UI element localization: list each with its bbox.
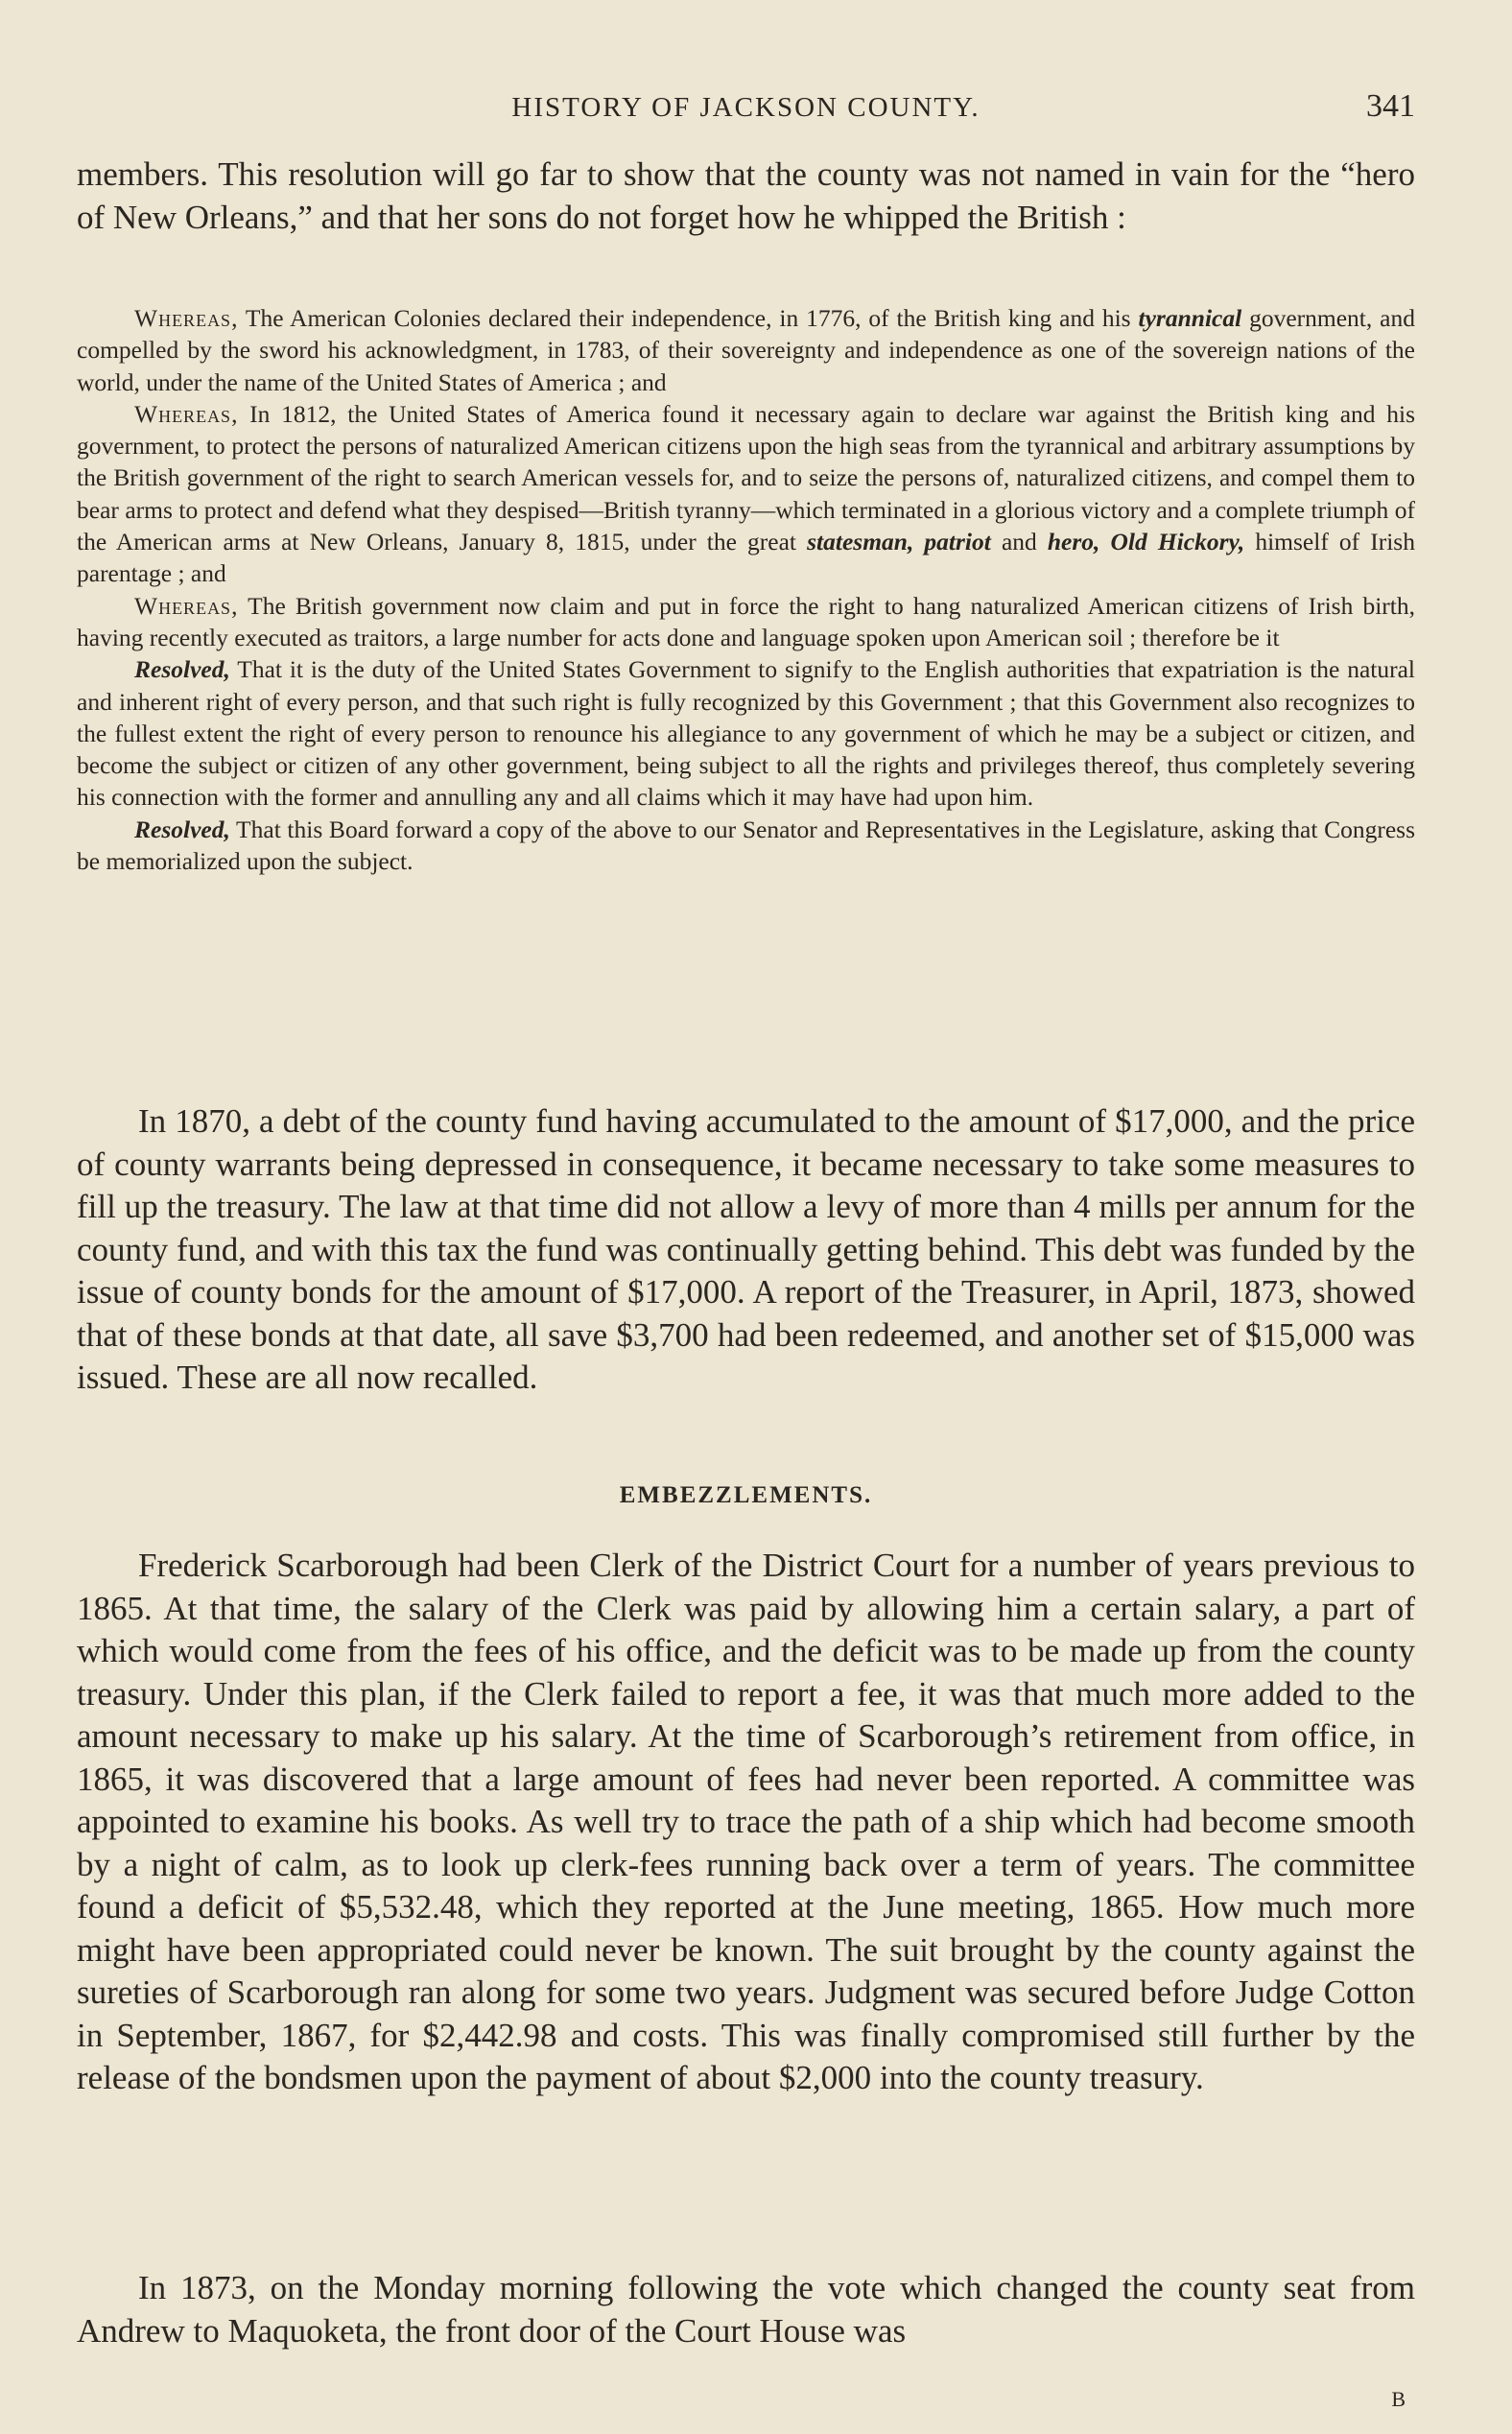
whereas-1-lead: Whereas, [134, 304, 239, 332]
whereas-2-text-b: and [990, 528, 1048, 556]
whereas-2-lead: Whereas, [134, 399, 239, 428]
resolved-2-text: That this Board forward a copy of the above to our Senator and Representatives in the Legislature, asking that Congress be memorialized upon the subject. [77, 815, 1415, 876]
whereas-2-emphasis-1: statesman, patriot [807, 528, 991, 556]
whereas-3-lead: Whereas, [134, 591, 239, 620]
paragraph-1870-debt: In 1870, a debt of the county fund having accumulated to the amount of $17,000, and the price of county warrants being depressed in consequence, it became necessary to take some measures to fill up the treasury. The law at that time did not allow a levy of more than 4 mills per annum for the county fund, and with this tax the fund was continually getting behind. This debt was funded by the issue of county bonds for the amount of $17,000. A report of the Treasurer, in April, 1873, showed that of these bonds at that date, all save $3,700 had been redeemed, and another set of $15,000 was issued. These are all now recalled. [77, 1102, 1415, 1396]
page-header [77, 86, 1415, 134]
resolved-1 [77, 653, 1415, 813]
whereas-3 [77, 590, 1415, 654]
whereas-1 [77, 302, 1415, 398]
section-heading: EMBEZZLEMENTS. [619, 1482, 873, 1508]
resolution-block [77, 302, 1415, 877]
whereas-2-text-c: himself of Irish parentage ; and [77, 528, 1415, 588]
paragraph-1873: In 1873, on the Monday morning following the vote which changed the county seat from Andrew to Maquoketa, the front door of the Court House was [77, 2269, 1415, 2350]
whereas-1-emphasis: tyrannical [1138, 304, 1242, 332]
whereas-2-text-a: In 1812, the United States of America found it necessary again to declare war against the British king and his government, to protect the persons of naturalized American citizens upon the high seas from the tyrannical and arbitrary assumptions by the British government of the right to search American vessels for, and to seize the persons of, naturalized citizens, and compel them to bear arms to protect and defend what they despised—British tyranny—which terminated in a glorious victory and a complete triumph of the American arms at New Orleans, January 8, 1815, under the great [77, 399, 1415, 556]
resolved-1-lead: Resolved, [134, 655, 230, 684]
whereas-2 [77, 398, 1415, 590]
signature-mark: B [1391, 2387, 1406, 2411]
resolved-2-lead: Resolved, [134, 815, 230, 843]
running-head: HISTORY OF JACKSON COUNTY. [511, 92, 980, 123]
paragraph-scarborough: Frederick Scarborough had been Clerk of the District Court for a number of years previous to 1865. At that time, the salary of the Clerk was paid by allowing him a certain salary, a part of which would come from the fees of his office, and the deficit was to be made up from the county treasury. Under this plan, if the Clerk failed to report a fee, it was that much more added to the amount necessary to make up his salary. At the time of Scarborough’s retirement from office, in 1865, it was discovered that a large amount of fees had never been reported. A committee was appointed to examine his books. As well try to trace the path of a ship which had become smooth by a night of calm, as to look up clerk-fees running back over a term of years. The committee found a deficit of $5,532.48, which they reported at the June meeting, 1865. How much more might have been appropriated could never be known. The suit brought by the county against the sureties of Scarborough ran along for some two years. Judgment was secured before Judge Cotton in September, 1867, for $2,442.98 and costs. This was finally compromised still further by the release of the bondsmen upon the payment of about $2,000 into the county treasury. [77, 1547, 1415, 2096]
whereas-1-text-b: government, and compelled by the sword his acknowledgment, in 1783, of their sovereignty and independence as one of the sovereign nations of the world, under the name of the United States of America ; and [77, 304, 1415, 396]
whereas-3-text: The British government now claim and put in force the right to hang naturalized American citizens of Irish birth, having recently executed as traitors, a large number for acts done and language spoken upon American soil ; therefore be it [77, 591, 1415, 651]
lead-paragraph: members. This resolution will go far to show that the county was not named in vain for the “hero of New Orleans,” and that her sons do not forget how he whipped the British : [77, 155, 1415, 236]
resolved-1-text: That it is the duty of the United States Government to signify to the English authorities that expatriation is the natural and inherent right of every person, and that such right is fully recognized by this Government ; that this Government also recognizes to the fullest extent the right of every person to renounce his allegiance to any government of which he may be a subject or citizen, and become the subject or citizen of any other government, being subject to all the rights and privileges thereof, thus completely severing his connection with the former and annulling any and all claims which it may have had upon him. [77, 655, 1415, 812]
whereas-2-emphasis-2: hero, Old Hickory, [1047, 528, 1245, 556]
page-number: 341 [1366, 88, 1415, 124]
whereas-1-text-a: The American Colonies declared their independence, in 1776, of the British king and his [238, 304, 1139, 332]
resolved-2 [77, 814, 1415, 878]
